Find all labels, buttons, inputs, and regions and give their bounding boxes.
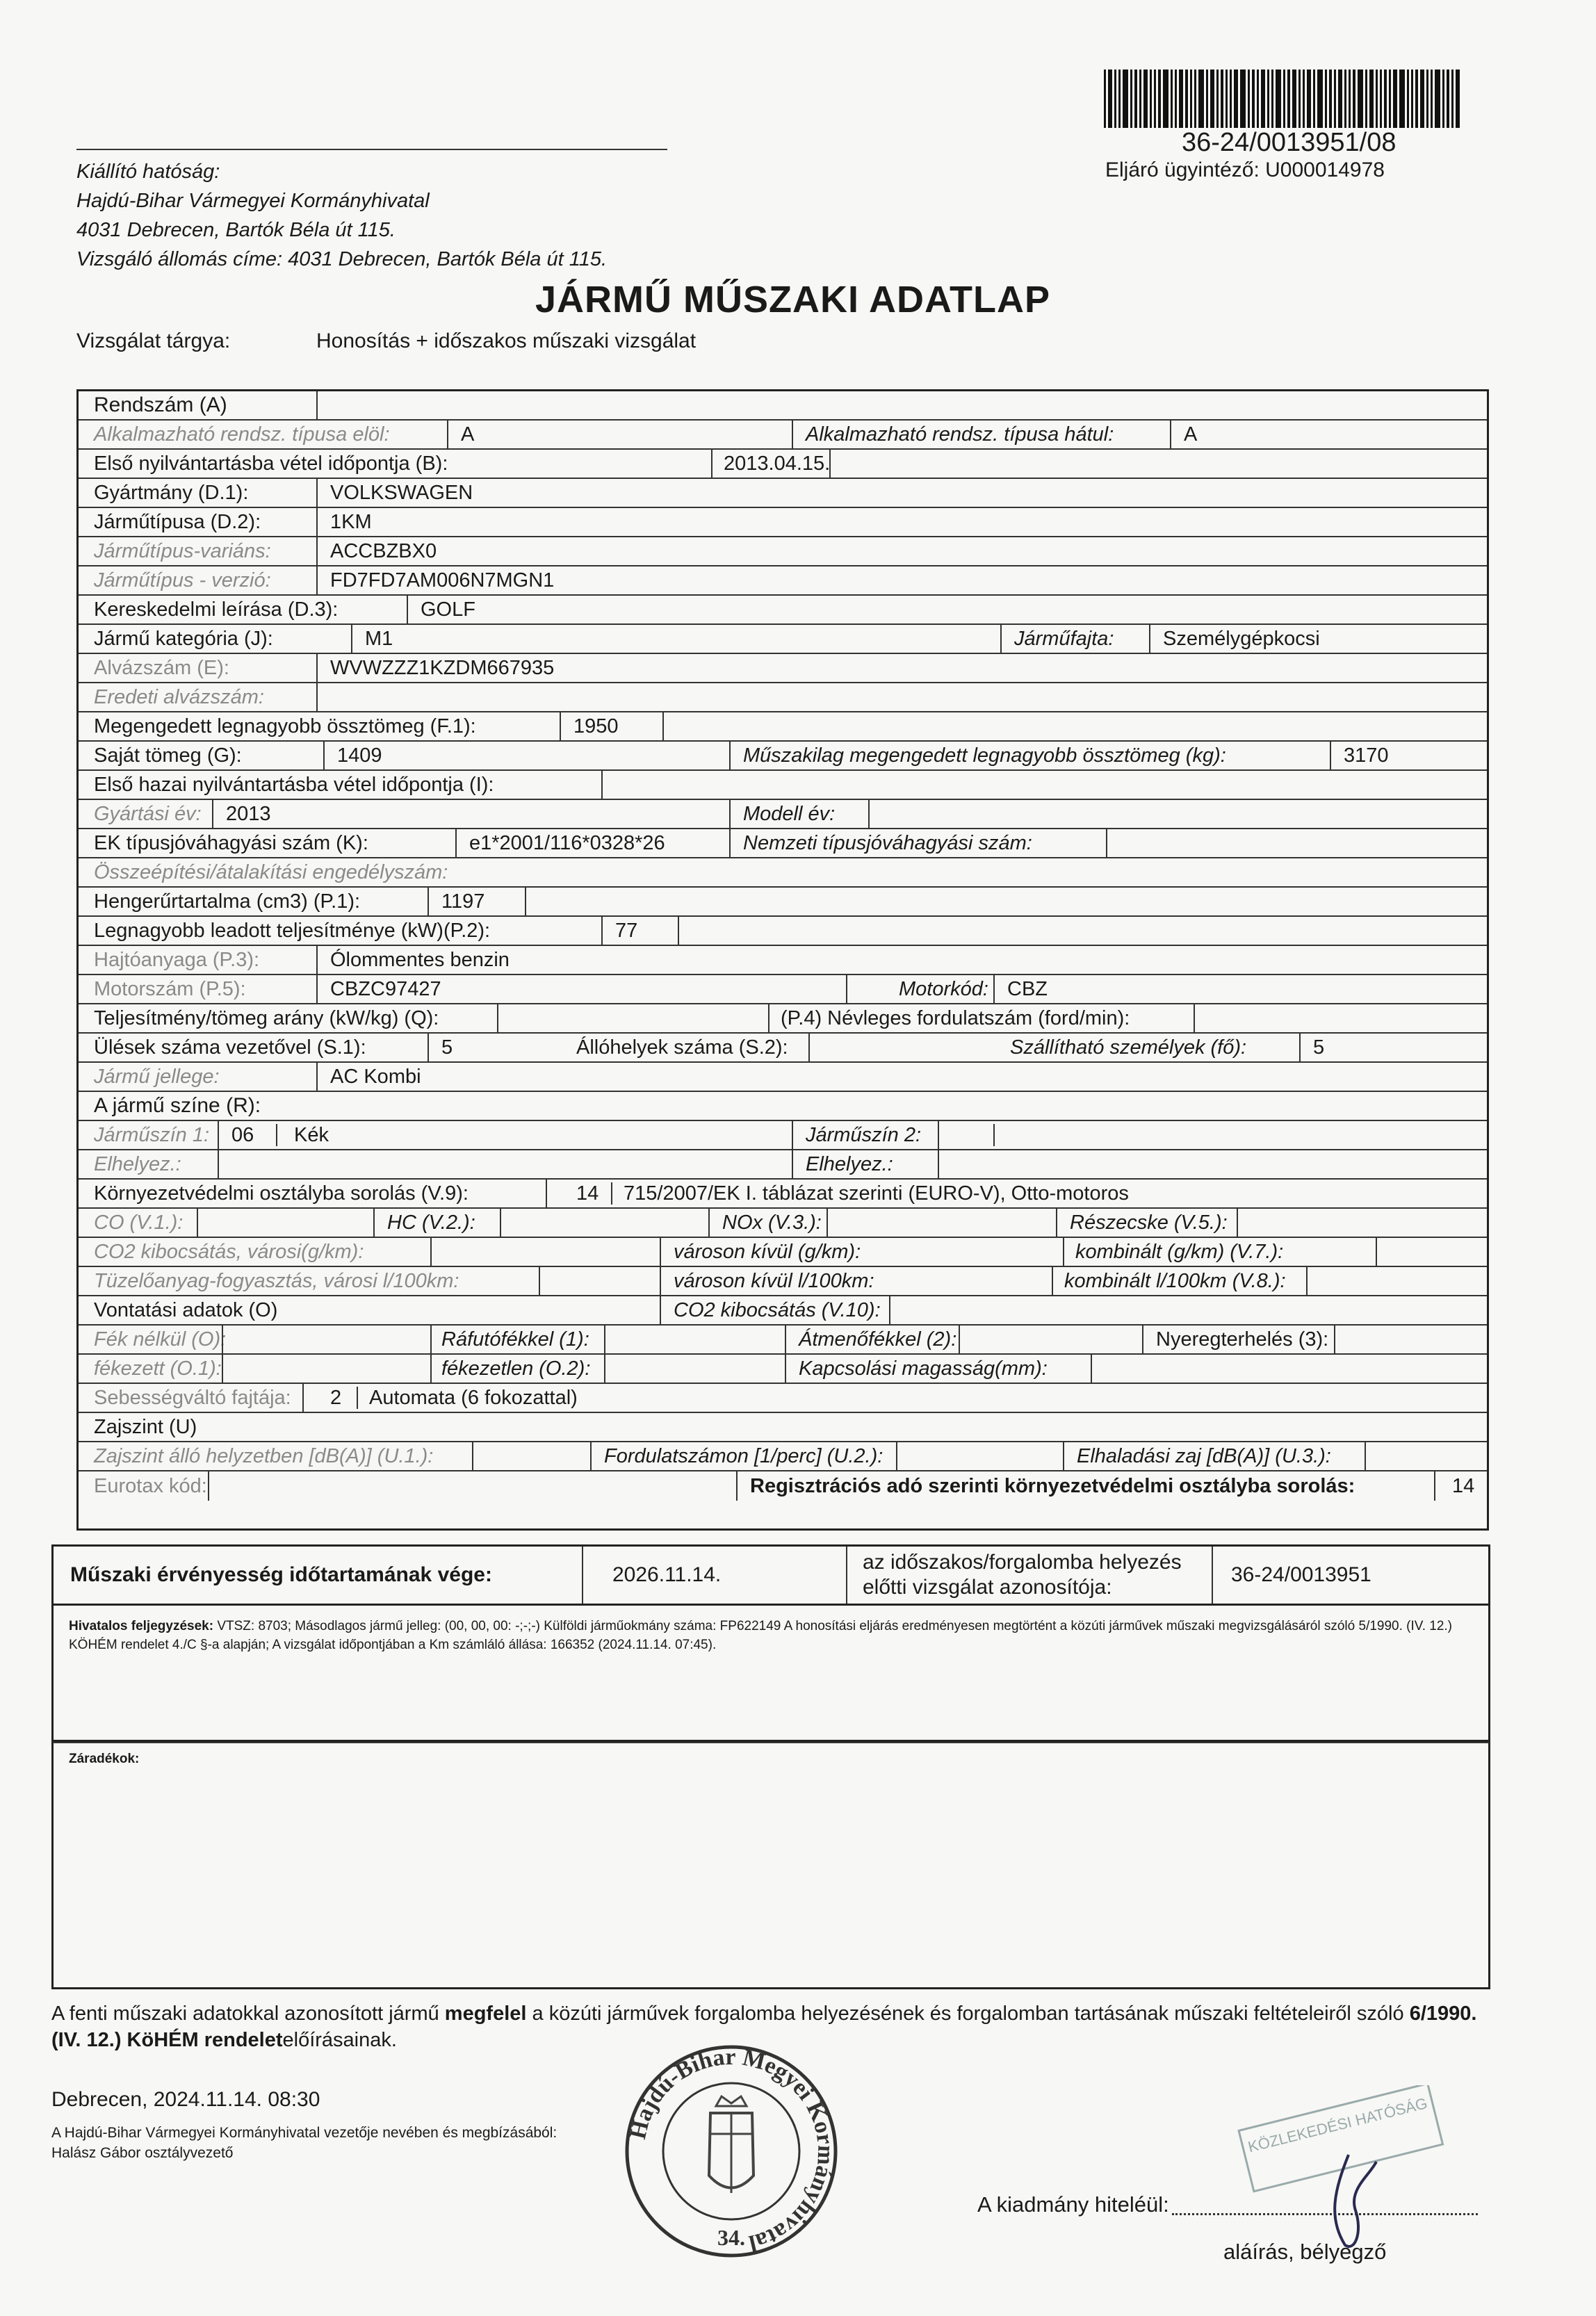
barcode-bar — [1123, 70, 1128, 128]
barcode-bar — [1317, 70, 1323, 128]
form-row — [79, 1238, 1487, 1267]
field-label: Járműszín 2: — [806, 1123, 921, 1146]
barcode-bar — [1456, 70, 1460, 128]
barcode-bar — [1358, 70, 1363, 128]
field-value: 06 — [231, 1123, 254, 1146]
barcode-bar — [1248, 70, 1250, 128]
field-label: Kapcsolási magasság(mm): — [799, 1357, 1048, 1380]
field-label: Zajszint (U) — [94, 1415, 197, 1438]
field-value: WVWZZZ1KZDM667935 — [330, 656, 555, 679]
barcode-bar — [1344, 70, 1346, 128]
field-label: Állóhelyek száma (S.2): — [576, 1036, 788, 1059]
field-label: Szállítható személyek (fő): — [1010, 1036, 1247, 1059]
barcode-bar — [1171, 70, 1173, 128]
field-label: Teljesítmény/tömeg arány (kW/kg) (Q): — [94, 1006, 439, 1029]
field-label: Első hazai nyilvántartásba vétel időpontja (I): — [94, 773, 494, 796]
barcode-bar — [1338, 70, 1342, 128]
field-label: Vontatási adatok (O) — [94, 1298, 278, 1321]
barcode-bar — [1190, 70, 1192, 128]
field-label: Alkalmazható rendsz. típusa hátul: — [806, 423, 1114, 446]
field-label: Elhelyez.: — [806, 1152, 893, 1175]
field-value: 1197 — [441, 890, 485, 913]
field-label: Járműfajta: — [1014, 627, 1114, 650]
field-label: fékezett (O.1): — [94, 1357, 222, 1380]
barcode-bar — [1349, 70, 1351, 128]
barcode-bar — [1380, 70, 1382, 128]
field-label: Regisztrációs adó szerinti környezetvédelmi osztályba sorolás: — [750, 1474, 1355, 1497]
barcode-bar — [1185, 70, 1188, 128]
field-label: Sebességváltó fajtája: — [94, 1386, 291, 1409]
barcode-bar — [1257, 70, 1259, 128]
handler-label: Eljáró ügyintéző: — [1105, 158, 1260, 181]
barcode-bar — [1292, 70, 1296, 128]
reference-value: 36-24/0013951 — [1231, 1563, 1371, 1586]
field-value: 1KM — [330, 510, 372, 533]
conformity-statement: A fenti műszaki adatokkal azonosított jármű megfelel a közúti járművek forgalomba helyezésének és forgalomban tartásának műszaki feltételeiről szóló 6/1990. (IV. 12.) KöHÉM rendeletelőírásainak. — [51, 2003, 1477, 2051]
barcode-bar — [1230, 70, 1232, 128]
field-label: Átmenőfékkel (2): — [799, 1328, 957, 1351]
field-label: Tüzelőanyag-fogyasztás, városi l/100km: — [94, 1269, 459, 1292]
barcode-bar — [1393, 70, 1397, 128]
field-label: Motorkód: — [899, 977, 988, 1000]
document-title: JÁRMŰ MŰSZAKI ADATLAP — [535, 279, 1050, 320]
field-label: Megengedett legnagyobb össztömeg (F.1): — [94, 715, 476, 737]
field-value: ACCBZBX0 — [330, 539, 437, 562]
field-label: Rendszám (A) — [94, 393, 227, 416]
field-label: A jármű színe (R): — [94, 1094, 261, 1117]
field-label: Alvázszám (E): — [94, 656, 229, 679]
case-number: 36-24/0013951/08 — [1182, 128, 1396, 157]
field-label: fékezetlen (O.2): — [441, 1357, 591, 1380]
field-value: 77 — [615, 919, 638, 942]
field-value: AC Kombi — [330, 1065, 421, 1088]
notes-text-1: VTSZ: 8703; Másodlagos jármű jelleg: (00, 00, 00: -;-;-) Külföldi járműokmány száma: FP622149 A honosítási eljárás eredményesen megtörtént a közúti járművek műszaki — [217, 1619, 1215, 1633]
barcode-bar — [1420, 70, 1424, 128]
field-label: Zajszint álló helyzetben [dB(A)] (U.1.): — [94, 1444, 434, 1467]
validity-value: 2026.11.14. — [612, 1563, 722, 1586]
barcode — [1104, 70, 1468, 128]
field-label: Fordulatszámon [1/perc] (U.2.): — [604, 1444, 883, 1467]
subject-label: Vizsgálat tárgya: — [76, 329, 231, 352]
field-label: Nemzeti típusjóváhagyási szám: — [743, 831, 1032, 854]
field-label: Gyártási év: — [94, 802, 202, 825]
field-value: 5 — [441, 1036, 453, 1059]
barcode-bar — [1447, 70, 1449, 128]
field-value: 2013 — [226, 802, 271, 825]
field-label: Hengerűrtartalma (cm3) (P.1): — [94, 890, 361, 913]
barcode-bar — [1206, 70, 1208, 128]
barcode-bar — [1451, 70, 1454, 128]
field-label: városon kívül (g/km): — [674, 1240, 861, 1263]
form-row — [79, 596, 1487, 625]
barcode-bar — [1194, 70, 1196, 128]
handler — [1105, 158, 1385, 182]
field-value: VOLKSWAGEN — [330, 481, 473, 504]
barcode-bar — [1271, 70, 1273, 128]
issuer-block — [76, 157, 607, 274]
barcode-bar — [1240, 70, 1246, 128]
form-row — [79, 829, 1487, 858]
form-row — [79, 1034, 1487, 1063]
field-label: Eredeti alvázszám: — [94, 685, 264, 708]
field-label: Legnagyobb leadott teljesítménye (kW)(P.2): — [94, 919, 491, 942]
field-value: CBZC97427 — [330, 977, 441, 1000]
form-row — [79, 1267, 1487, 1296]
barcode-bar — [1104, 70, 1106, 128]
field-label: Elhelyez.: — [94, 1152, 181, 1175]
field-value: Személygépkocsi — [1163, 627, 1320, 650]
barcode-bar — [1158, 70, 1161, 128]
barcode-bar — [1384, 70, 1387, 128]
field-label: HC (V.2.): — [387, 1211, 475, 1234]
form-row — [79, 917, 1487, 946]
field-label: EK típusjóváhagyási szám (K): — [94, 831, 368, 854]
notes-text-2: megvizsgálásáról szóló 5/1990. (IV. 12.) KÖHÉM rendelet 4./C §-a alapján; A vizsgálat időpontjában a Km számláló állása: 166352 (2024.11.14. 07:45). — [69, 1619, 1452, 1652]
form-row — [79, 421, 1487, 450]
clauses-box — [51, 1742, 1490, 1989]
barcode-bar — [1139, 70, 1141, 128]
field-label: Ráfutófékkel (1): — [441, 1328, 589, 1351]
barcode-bar — [1276, 70, 1281, 128]
barcode-bar — [1226, 70, 1228, 128]
form-row — [79, 771, 1487, 800]
signature-label: aláírás, bélyegző — [1223, 2240, 1387, 2264]
form-row — [79, 1442, 1487, 1471]
field-label: CO2 kibocsátás, városi(g/km): — [94, 1240, 364, 1263]
seal-text: Hajdú-Bihar Megyei Kormányhivatal — [625, 2044, 839, 2257]
barcode-bar — [1325, 70, 1327, 128]
form-row — [79, 1150, 1487, 1180]
field-label: Eurotax kód: — [94, 1474, 207, 1497]
barcode-bar — [1163, 70, 1168, 128]
field-label: Járműtípusa (D.2): — [94, 510, 261, 533]
field-value: 5 — [1313, 1036, 1325, 1059]
barcode-bar — [1365, 70, 1367, 128]
field-value: 1409 — [337, 744, 382, 767]
subject-value: Honosítás + időszakos műszaki vizsgálat — [316, 329, 697, 352]
barcode-bar — [1442, 70, 1444, 128]
barcode-bar — [1415, 70, 1418, 128]
barcode-bar — [1130, 70, 1132, 128]
form-row — [79, 683, 1487, 712]
form-row — [79, 1326, 1487, 1355]
field-label: Műszakilag megengedett legnagyobb össztömeg (kg): — [743, 744, 1226, 767]
barcode-bar — [1221, 70, 1223, 128]
form-row — [79, 1413, 1487, 1442]
field-value: 14 — [1452, 1474, 1475, 1497]
official-notes — [51, 1606, 1490, 1742]
field-label: Modell év: — [743, 802, 836, 825]
field-label: Motorszám (P.5): — [94, 977, 246, 1000]
place-date: Debrecen, 2024.11.14. 08:30 — [51, 2088, 320, 2111]
barcode-bar — [1329, 70, 1332, 128]
field-value: GOLF — [421, 598, 475, 621]
stamp-text: KÖZLEKEDÉSI HATÓSÁG — [1246, 2094, 1429, 2156]
barcode-bar — [1411, 70, 1413, 128]
form-row — [79, 1296, 1487, 1326]
header-rule — [76, 149, 667, 150]
barcode-bar — [1407, 70, 1409, 128]
field-label: Járműszín 1: — [94, 1123, 209, 1146]
field-label: Összeépítési/átalakítási engedélyszám: — [94, 861, 448, 883]
barcode-bar — [1143, 70, 1148, 128]
field-label: Jármű jellege: — [94, 1065, 220, 1088]
issuer-name: Hajdú-Bihar Vármegyei Kormányhivatal — [76, 190, 430, 212]
notes-label: Hivatalos feljegyzések: — [69, 1619, 214, 1633]
barcode-bar — [1134, 70, 1137, 128]
barcode-bar — [1118, 70, 1121, 128]
signer-block — [51, 2123, 557, 2163]
validity-label: Műszaki érvényesség időtartamának vége: — [70, 1563, 492, 1586]
form-row — [79, 1092, 1487, 1121]
issuer-address: 4031 Debrecen, Bartók Béla út 115. — [76, 219, 396, 241]
barcode-bar — [1216, 70, 1219, 128]
field-value: M1 — [365, 627, 393, 650]
form-row — [79, 625, 1487, 654]
field-label: Saját tömeg (G): — [94, 744, 242, 767]
clauses-label: Záradékok: — [69, 1752, 140, 1766]
form-row — [79, 1384, 1487, 1413]
barcode-bar — [1261, 70, 1265, 128]
field-label: kombinált (g/km) (V.7.): — [1075, 1240, 1284, 1263]
barcode-bar — [1353, 70, 1355, 128]
field-label: NOx (V.3.): — [722, 1211, 822, 1234]
station-address: Vizsgáló állomás címe: 4031 Debrecen, Bartók Béla út 115. — [76, 248, 608, 270]
barcode-bar — [1298, 70, 1301, 128]
reference-label-line1: az időszakos/forgalomba helyezés — [863, 1551, 1182, 1574]
field-value: A — [461, 423, 475, 446]
field-value: Ólommentes benzin — [330, 948, 510, 971]
field-label: Első nyilvántartásba vétel időpontja (B): — [94, 452, 448, 475]
barcode-bar — [1313, 70, 1315, 128]
barcode-bar — [1252, 70, 1255, 128]
field-label: Környezetvédelmi osztályba sorolás (V.9): — [94, 1182, 469, 1205]
field-value: Kék — [294, 1123, 329, 1146]
form-row — [79, 508, 1487, 537]
form-row — [79, 1180, 1487, 1209]
form-row — [79, 1209, 1487, 1238]
field-label: CO (V.1.): — [94, 1211, 184, 1234]
validity-box — [51, 1544, 1490, 1606]
field-value: 3170 — [1344, 744, 1389, 767]
field-label: kombinált l/100km (V.8.): — [1064, 1269, 1286, 1292]
form-row — [79, 1355, 1487, 1384]
field-label: Járműtípus-variáns: — [94, 539, 271, 562]
seal-number: 34. — [717, 2225, 745, 2250]
issuer-label: Kiállító hatóság: — [76, 161, 220, 183]
reference-label-line2: előtti vizsgálat azonosítója: — [863, 1576, 1112, 1599]
authentic-label: A kiadmány hiteléül: — [977, 2192, 1169, 2217]
barcode-bar — [1154, 70, 1156, 128]
field-value: 14 — [576, 1182, 599, 1205]
field-label: Ülések száma vezetővel (S.1): — [94, 1036, 366, 1059]
field-value: 2 — [330, 1386, 342, 1409]
barcode-bar — [1283, 70, 1285, 128]
barcode-bar — [1198, 70, 1204, 128]
form-row — [79, 654, 1487, 683]
field-label: Jármű kategória (J): — [94, 627, 273, 650]
field-value: A — [1184, 423, 1198, 446]
form-row — [79, 537, 1487, 566]
signer-line-2: Halász Gábor osztályvezető — [51, 2145, 234, 2161]
field-label: (P.4) Névleges fordulatszám (ford/min): — [781, 1006, 1130, 1029]
barcode-bar — [1435, 70, 1440, 128]
barcode-bar — [1376, 70, 1378, 128]
barcode-bar — [1114, 70, 1116, 128]
official-seal-icon — [620, 2037, 842, 2266]
field-label: Hajtóanyaga (P.3): — [94, 948, 260, 971]
reference-label — [853, 1547, 1182, 1604]
form-row — [79, 888, 1487, 917]
form-row — [79, 742, 1487, 771]
barcode-bar — [1431, 70, 1433, 128]
field-label: városon kívül l/100km: — [674, 1269, 874, 1292]
field-label: Fék nélkül (O): — [94, 1328, 227, 1351]
field-value: 1950 — [573, 715, 619, 737]
form-row — [79, 479, 1487, 508]
field-label: Nyeregterhelés (3): — [1156, 1328, 1329, 1351]
barcode-bar — [1334, 70, 1336, 128]
field-value: CBZ — [1007, 977, 1048, 1000]
form-row — [79, 858, 1487, 888]
form-row — [79, 566, 1487, 596]
barcode-bar — [1175, 70, 1177, 128]
barcode-bar — [1399, 70, 1405, 128]
field-value: 715/2007/EK I. táblázat szerinti (EURO-V), Otto-motoros — [624, 1182, 1129, 1205]
form-row — [79, 391, 1487, 421]
field-label: Gyártmány (D.1): — [94, 481, 249, 504]
barcode-bar — [1210, 70, 1214, 128]
field-label: Alkalmazható rendsz. típusa elöl: — [94, 423, 390, 446]
barcode-bar — [1179, 70, 1183, 128]
barcode-bar — [1108, 70, 1112, 128]
field-label: Elhaladási zaj [dB(A)] (U.3.): — [1077, 1444, 1331, 1467]
barcode-bar — [1303, 70, 1305, 128]
field-label: CO2 kibocsátás (V.10): — [674, 1298, 881, 1321]
field-value: Automata (6 fokozattal) — [369, 1386, 578, 1409]
field-label: Járműtípus - verzió: — [94, 569, 271, 592]
signer-line-1: A Hajdú-Bihar Vármegyei Kormányhivatal vezetője nevében és megbízásából: — [51, 2125, 557, 2141]
barcode-bar — [1234, 70, 1238, 128]
vehicle-data-form — [76, 389, 1489, 1531]
field-label: Részecske (V.5.): — [1070, 1211, 1228, 1234]
form-row — [79, 1471, 1487, 1501]
field-value: FD7FD7AM006N7MGN1 — [330, 569, 555, 592]
field-label: Kereskedelmi leírása (D.3): — [94, 598, 339, 621]
barcode-bar — [1369, 70, 1374, 128]
barcode-bar — [1150, 70, 1152, 128]
form-row — [79, 712, 1487, 742]
barcode-bar — [1307, 70, 1311, 128]
form-row — [79, 946, 1487, 975]
handler-value: U000014978 — [1265, 158, 1385, 181]
form-row — [79, 1004, 1487, 1034]
form-row — [79, 1063, 1487, 1092]
barcode-bar — [1426, 70, 1428, 128]
form-row — [79, 800, 1487, 829]
barcode-bar — [1287, 70, 1290, 128]
form-row — [79, 975, 1487, 1004]
barcode-bar — [1389, 70, 1391, 128]
field-value: 2013.04.15. — [724, 452, 831, 475]
form-row — [79, 1121, 1487, 1150]
form-row — [79, 450, 1487, 479]
barcode-bar — [1267, 70, 1269, 128]
field-value: e1*2001/116*0328*26 — [469, 831, 665, 854]
